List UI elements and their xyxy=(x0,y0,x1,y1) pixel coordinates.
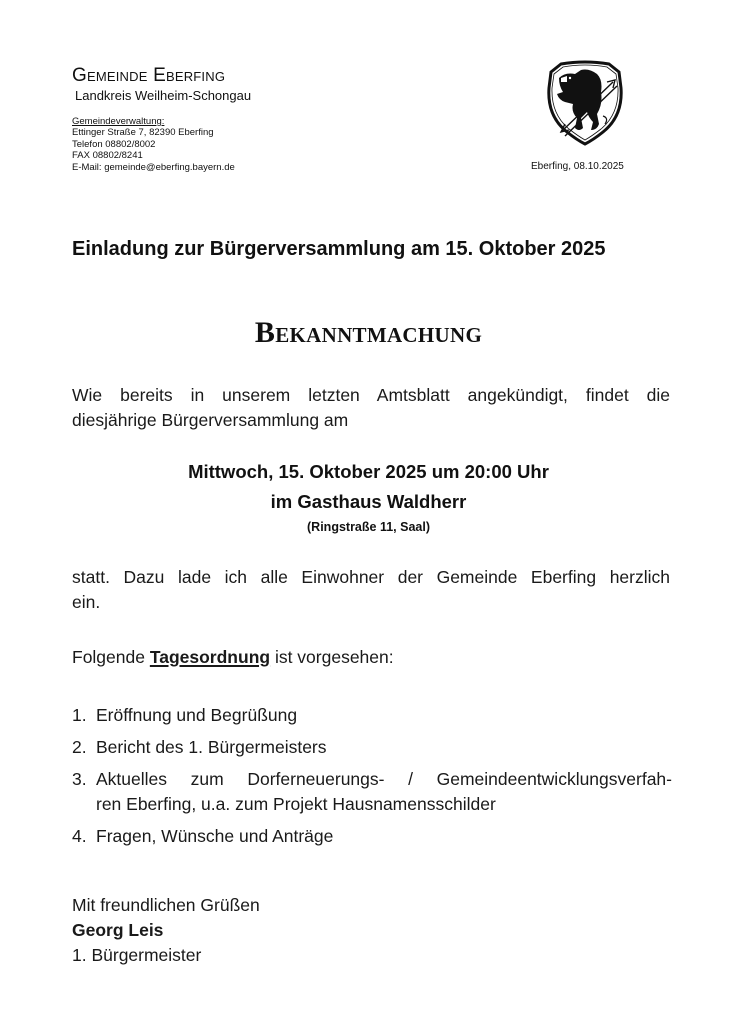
contact-block xyxy=(72,116,235,173)
agenda-item xyxy=(72,824,672,849)
signer-title: 1. Bürgermeister xyxy=(72,945,202,965)
district-name: Landkreis Weilheim-Schongau xyxy=(75,88,252,103)
signer-name: Georg Leis xyxy=(72,920,164,940)
announcement-title: Bekanntmachung xyxy=(254,316,483,349)
agenda-item xyxy=(72,703,672,728)
agenda-intro-before: Folgende xyxy=(72,647,150,667)
document-headline: Einladung zur Bürgerversammlung am 15. Oktober 2025 xyxy=(72,238,606,260)
agenda-keyword: Tagesordnung xyxy=(149,647,271,667)
agenda-item-number: 3. xyxy=(72,769,87,789)
coat-of-arms-icon xyxy=(541,58,629,146)
closing-greeting: Mit freundlichen Grüßen xyxy=(72,895,260,915)
invitation-line-2: ein. xyxy=(72,592,101,612)
intro-line-1: Wie bereits in unserem letzten Amtsblatt angekündigt, findet die xyxy=(72,385,670,405)
event-datetime: Mittwoch, 15. Oktober 2025 um 20:00 Uhr xyxy=(188,461,549,482)
agenda-item-text: Bericht des 1. Bürgermeisters xyxy=(96,737,327,757)
agenda-list xyxy=(72,703,672,856)
closing-block xyxy=(72,893,260,968)
agenda-item-text-continued: ren Eberfing, u.a. zum Projekt Hausnamensschilder xyxy=(96,794,496,814)
event-venue: im Gasthaus Waldherr xyxy=(270,491,467,512)
agenda-item-number: 4. xyxy=(72,826,87,846)
intro-line-2: diesjährige Bürgerversammlung am xyxy=(72,410,349,430)
agenda-item xyxy=(72,735,672,760)
event-address: (Ringstraße 11, Saal) xyxy=(307,520,430,534)
agenda-item-number: 2. xyxy=(72,737,87,757)
agenda-item-text: Fragen, Wünsche und Anträge xyxy=(96,826,334,846)
intro-paragraph xyxy=(72,383,670,433)
fax-line: FAX 08802/8241 xyxy=(72,150,143,162)
place-and-date: Eberfing, 08.10.2025 xyxy=(531,161,624,172)
agenda-item-text: Aktuelles zum Dorferneuerungs- / Gemeindeentwicklungsverfah- xyxy=(96,769,672,789)
address-line: Ettinger Straße 7, 82390 Eberfing xyxy=(72,127,214,139)
agenda-item-number: 1. xyxy=(72,705,87,725)
phone-line: Telefon 08802/8002 xyxy=(72,138,156,150)
email-line: E-Mail: gemeinde@eberfing.bayern.de xyxy=(72,161,235,173)
agenda-intro xyxy=(72,645,670,670)
agenda-item-text: Eröffnung und Begrüßung xyxy=(96,705,298,725)
invitation-paragraph xyxy=(72,565,670,615)
invitation-line-1: statt. Dazu lade ich alle Einwohner der Gemeinde Eberfing herzlich xyxy=(72,567,670,587)
agenda-intro-after: ist vorgesehen: xyxy=(270,647,394,667)
admin-label: Gemeindeverwaltung: xyxy=(72,116,165,127)
municipality-name: Gemeinde Eberfing xyxy=(72,65,226,86)
agenda-item xyxy=(72,767,672,817)
